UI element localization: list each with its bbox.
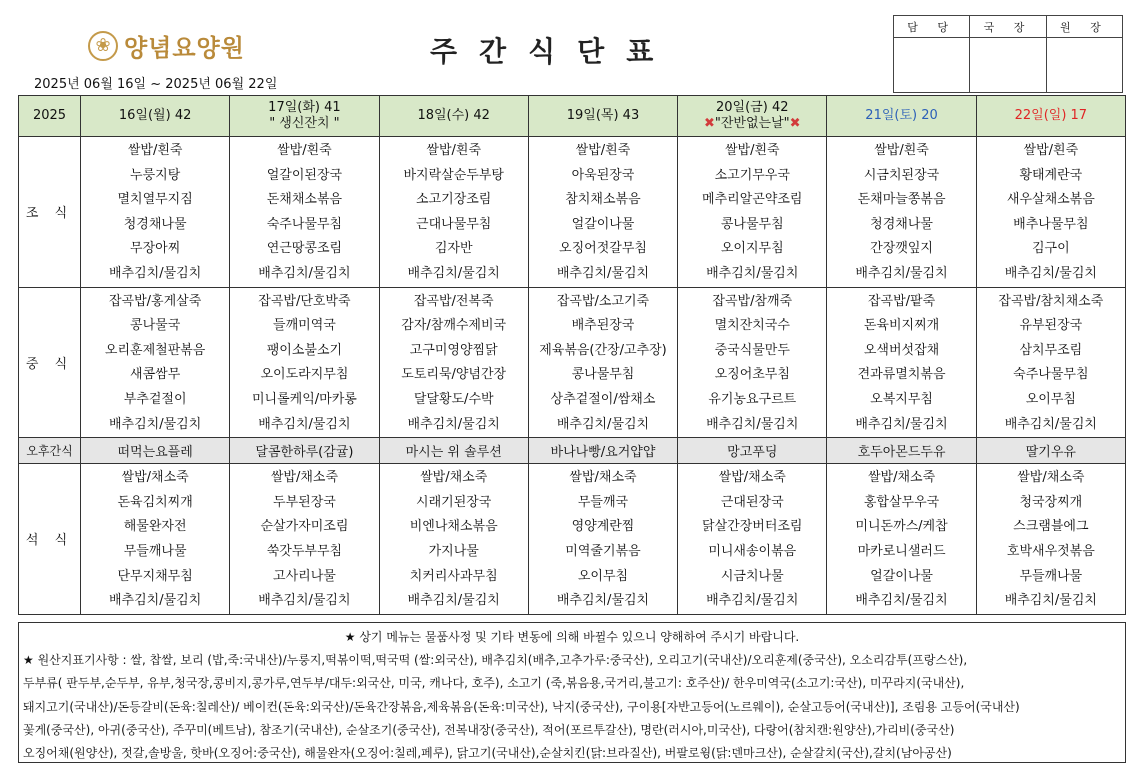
menu-item: 고구미영양찜닭 [409,342,498,358]
event-label: " 생신잔치 " [269,116,340,131]
menu-item: 황태계란국 [1019,167,1083,183]
menu-change-notice: ★ 상기 메뉴는 물품사정 및 기타 변동에 의해 바뀔수 있으니 양해하여 주시기 바랍니다. [344,630,800,644]
menu-item: 미니롤케익/마카롱 [251,391,357,407]
menu-item: 배추김치/물김치 [258,265,351,281]
approval-label-director: 국 장 [970,16,1046,38]
day-header: 22일(일) 17 [976,96,1125,137]
table-header-row [19,96,1126,137]
day-header: 17일(화) 41 " 생신잔치 " [230,96,379,137]
approval-sign-head [1046,38,1122,93]
menu-item: 배추김치/물김치 [407,416,500,432]
menu-item: 참치채소볶음 [565,192,641,208]
menu-item: 청경채나물 [870,216,933,232]
breakfast-row [19,137,1126,288]
menu-item: 배추김치/물김치 [706,265,799,281]
menu-item: 가지나물 [428,543,479,559]
dinner-cell [230,464,379,615]
menu-item: 배추김치/물김치 [1004,593,1097,609]
breakfast-cell [827,137,976,288]
menu-item: 쌀밥/채소죽 [1017,470,1085,486]
menu-item: 소고기장조림 [416,192,492,208]
menu-item: 배추김치/물김치 [108,593,202,609]
approval-box [893,15,1123,93]
menu-item: 홍합살무우국 [863,494,940,510]
menu-item: 시금치된장국 [863,167,940,183]
breakfast-cell [528,137,677,288]
dinner-cell [379,464,528,615]
menu-item: 고사리나물 [273,568,336,584]
breakfast-cell [678,137,827,288]
menu-item: 쌀밥/흰죽 [575,143,631,158]
menu-item: 숙주나물무침 [1013,367,1089,383]
menu-item: 배추김치/물김치 [556,265,650,281]
menu-item: 콩나물무침 [720,216,784,232]
menu-item: 김자반 [434,241,473,257]
menu-item: 콩나물국 [130,318,181,334]
snack-cell: 떠먹는요플레 [81,438,230,464]
menu-item: 순살가자미조림 [260,519,349,535]
menu-item: 쌀밥/흰죽 [724,143,780,158]
menu-item: 마카로니샐러드 [857,543,946,559]
menu-item: 배추김치/물김치 [556,593,650,609]
menu-item: 잡곡밥/전복죽 [413,293,494,309]
menu-item: 삼치무조림 [1019,342,1083,358]
menu-item: 잡곡밥/홍게살죽 [108,293,202,309]
menu-item: 팽이소불소기 [266,342,343,358]
menu-item: 호박새우젓볶음 [1006,543,1095,559]
snack-cell: 바나나빵/요거얍얍 [528,438,677,464]
menu-item: 배추김치/물김치 [855,416,948,432]
approval-sign-manager [894,38,970,93]
menu-item: 오이도라지무침 [260,367,349,383]
menu-item: 비엔나채소볶음 [409,519,498,535]
lunch-cell [379,287,528,438]
page-title: 주간식단표 [430,35,676,68]
menu-item: 배추나물무침 [1013,216,1089,232]
menu-item: 두부된장국 [273,494,336,510]
meal-label-breakfast: 조 식 [19,137,81,288]
origin-line: ★ 원산지표기사항 : 쌀, 찹쌀, 보리 (밥,죽:국내산)/누룽지,떡볶이떡,떡국떡 (쌀:외국산), 배추김치(배추,고추가루:중국산), 오리고기(국내산)/오리훈제(중국산), 오소리감투(프랑스산), [23,653,968,668]
menu-item: 단무지채무침 [117,568,193,584]
logo [88,28,245,63]
menu-item: 쌀밥/채소죽 [718,470,786,486]
approval-sign-director [970,38,1046,93]
menu-item: 쌀밥/채소죽 [270,470,338,486]
weekly-menu-table [18,95,1126,615]
menu-item: 연근땅콩조림 [266,241,343,257]
menu-item: 배추김치/물김치 [706,593,799,609]
menu-item: 부추겉절이 [123,391,187,407]
menu-item: 쌀밥/흰죽 [426,143,482,158]
menu-item: 잡곡밥/소고기죽 [556,293,650,309]
menu-item: 배추김치/물김치 [258,593,351,609]
menu-item: 오이무침 [1025,391,1076,407]
day-header: 18일(수) 42 [379,96,528,137]
lunch-cell [678,287,827,438]
approval-label-manager: 담 당 [894,16,970,38]
snack-cell: 달콤한하루(감귤) [230,438,379,464]
menu-item: 김구이 [1032,241,1070,257]
menu-item: 무들깨국 [577,494,629,510]
menu-item: 배추김치/물김치 [706,416,799,432]
menu-item: 견과류멸치볶음 [857,367,946,383]
menu-item: 오징어젓갈무침 [559,241,647,257]
menu-item: 미역줄기볶음 [565,543,641,559]
menu-item: 미니돈까스/케찹 [855,519,948,535]
menu-item: 청경채나물 [123,216,187,232]
menu-item: 배추김치/물김치 [855,265,948,281]
menu-item: 오이무침 [577,568,629,584]
menu-item: 돈육비지찌개 [863,318,940,334]
day-header: 19일(목) 43 [528,96,677,137]
snack-cell: 마시는 위 솔루션 [379,438,528,464]
menu-item: 감자/참깨수제비국 [401,318,507,334]
menu-item: 쌀밥/흰죽 [1023,143,1079,158]
origin-line: 돼지고기(국내산)/돈등갈비(돈육:칠레산)/ 베이컨(돈육:외국산)/돈육간장볶음,제육볶음(돈육:미국산), 낙지(중국산), 구이용[자반고등어(노르웨이), 순살고등어(국내산)], 조림용 고등어(국내산) [23,699,1020,714]
snack-cell: 딸기우유 [976,438,1125,464]
meal-label-lunch: 중 식 [19,287,81,438]
menu-item: 배추김치/물김치 [407,265,500,281]
snack-cell: 망고푸딩 [678,438,827,464]
menu-item: 시금치나물 [720,568,784,584]
menu-item: 영양계란찜 [571,519,635,535]
date-range: 2025년 06월 16일 ~ 2025년 06월 22일 [34,77,278,92]
meal-label-dinner: 석 식 [19,464,81,615]
menu-item: 얼갈이나물 [870,568,933,584]
breakfast-cell [81,137,230,288]
logo-text: 양념요양원 [124,34,245,62]
lunch-cell [528,287,677,438]
menu-item: 오이지무침 [720,241,784,257]
menu-item: 배추김치/물김치 [407,593,500,609]
lunch-cell [81,287,230,438]
menu-item: 간장깻잎지 [870,241,933,257]
menu-item: 얼갈이된장국 [266,167,343,183]
snack-cell: 호두아몬드두유 [827,438,976,464]
menu-item: 치커리사과무침 [409,568,498,584]
menu-item: 달달황도/수박 [413,391,494,407]
lunch-cell [976,287,1125,438]
day-header: 21일(토) 20 [827,96,976,137]
menu-item: 유부된장국 [1019,318,1083,334]
menu-item: 제육볶음(간장/고추장) [539,342,667,358]
menu-item: 쌀밥/흰죽 [127,143,183,158]
menu-item: 오복지무침 [870,391,933,407]
menu-item: 쌀밥/채소죽 [569,470,637,486]
menu-item: 배추김치/물김치 [1004,265,1097,281]
menu-item: 오리훈제철판볶음 [104,342,206,358]
menu-item: 잡곡밥/참깨죽 [712,293,793,309]
menu-item: 쌀밥/채소죽 [420,470,488,486]
dinner-cell [81,464,230,615]
menu-item: 배추김치/물김치 [108,416,202,432]
lunch-row [19,287,1126,438]
menu-item: 잡곡밥/참치채소죽 [998,293,1104,309]
snack-row [19,438,1126,464]
notes-box [18,622,1126,763]
menu-item: 돈육김치찌개 [117,494,193,510]
dinner-cell [678,464,827,615]
menu-item: 스크램블에그 [1013,519,1089,535]
lunch-cell [230,287,379,438]
dinner-cell [976,464,1125,615]
menu-item: 상추겉절이/쌈채소 [550,391,656,407]
event-label: "잔반없는날" [714,116,790,131]
menu-item: 무들깨나물 [123,543,187,559]
menu-item: 새콤쌈무 [130,367,181,383]
menu-item: 쌀밥/채소죽 [121,470,189,486]
menu-item: 새우살채소볶음 [1006,192,1095,208]
menu-item: 미니새송이볶음 [708,543,797,559]
day-header: 20일(금) 42 ✖"잔반없는날"✖ [678,96,827,137]
lunch-cell [827,287,976,438]
x-mark-icon: ✖ [789,116,801,131]
menu-item: 배추김치/물김치 [108,265,202,281]
menu-item: 메추리알곤약조림 [702,192,803,208]
origin-line: 꽃게(중국산), 아귀(중국산), 주꾸미(베트남), 참조기(국내산), 순살조기(중국산), 전복내장(중국산), 적어(포르투갈산), 명란(러시아,미국산), 다랑어(참치캔:원양산),가리비(중국산) [23,722,955,737]
menu-item: 시래기된장국 [416,494,492,510]
menu-item: 쌀밥/흰죽 [277,143,332,158]
menu-item: 멸치열무지짐 [117,192,193,208]
menu-item: 콩나물무침 [571,367,635,383]
x-mark-icon: ✖ [703,116,715,131]
menu-item: 닭살간장버터조림 [702,519,803,535]
origin-line: 두부류( 판두부,순두부, 유부,청국장,콩비지,콩가루,연두부/대두:외국산, 미국, 캐나다, 호주), 소고기 (죽,볶음용,국거리,불고기: 호주산)/ 한우미역국(소고기:국산), 미꾸라지(국내산), [23,676,965,691]
logo-emblem-icon: ❀ [88,31,118,61]
menu-item: 오색버섯잡채 [863,342,940,358]
meal-label-snack: 오후간식 [19,438,81,464]
menu-item: 잡곡밥/팥죽 [867,293,936,309]
menu-item: 중국식물만두 [714,342,790,358]
menu-item: 도토리묵/양념간장 [401,367,507,383]
menu-item: 배추김치/물김치 [556,416,650,432]
menu-item: 배추김치/물김치 [258,416,351,432]
menu-item: 멸치잔치국수 [714,318,790,334]
menu-item: 누룽지탕 [130,167,181,183]
breakfast-cell [230,137,379,288]
menu-item: 바지락살순두부탕 [403,167,504,183]
menu-item: 근대된장국 [720,494,784,510]
breakfast-cell [976,137,1125,288]
menu-item: 해물완자전 [123,519,187,535]
menu-item: 돈채마늘쫑볶음 [857,192,946,208]
menu-item: 무들깨나물 [1019,568,1083,584]
menu-item: 잡곡밥/단호박죽 [258,293,351,309]
menu-item: 배추김치/물김치 [1004,416,1097,432]
menu-item: 숙주나물무침 [266,216,343,232]
menu-item: 근대나물무침 [416,216,492,232]
menu-item: 들깨미역국 [273,318,336,334]
menu-item: 쑥갓두부무침 [266,543,343,559]
menu-item: 배추된장국 [571,318,635,334]
menu-item: 유기농요구르트 [708,391,797,407]
breakfast-cell [379,137,528,288]
menu-item: 무장아찌 [130,241,181,257]
menu-item: 얼갈이나물 [571,216,635,232]
day-header: 16일(월) 42 [81,96,230,137]
menu-item: 쌀밥/흰죽 [874,143,929,158]
menu-item: 오징어초무침 [714,367,790,383]
dinner-cell [827,464,976,615]
year-cell: 2025 [19,96,81,137]
approval-label-head: 원 장 [1046,16,1122,38]
menu-item: 청국장찌개 [1019,494,1083,510]
menu-item: 돈채채소볶음 [266,192,343,208]
dinner-cell [528,464,677,615]
menu-item: 쌀밥/채소죽 [867,470,936,486]
menu-item: 소고기무우국 [714,167,790,183]
origin-line: 오징어채(원양산), 젓갈,솔방울, 핫바(오징어:중국산), 해물완자(오징어:칠레,페루), 닭고기(국내산),순살치킨(닭:브라질산), 버팔로윙(닭:덴마크산), 순살갈치(국산),갈치(남아공산) [23,746,952,761]
dinner-row [19,464,1126,615]
menu-item: 배추김치/물김치 [855,593,948,609]
menu-item: 아욱된장국 [571,167,635,183]
